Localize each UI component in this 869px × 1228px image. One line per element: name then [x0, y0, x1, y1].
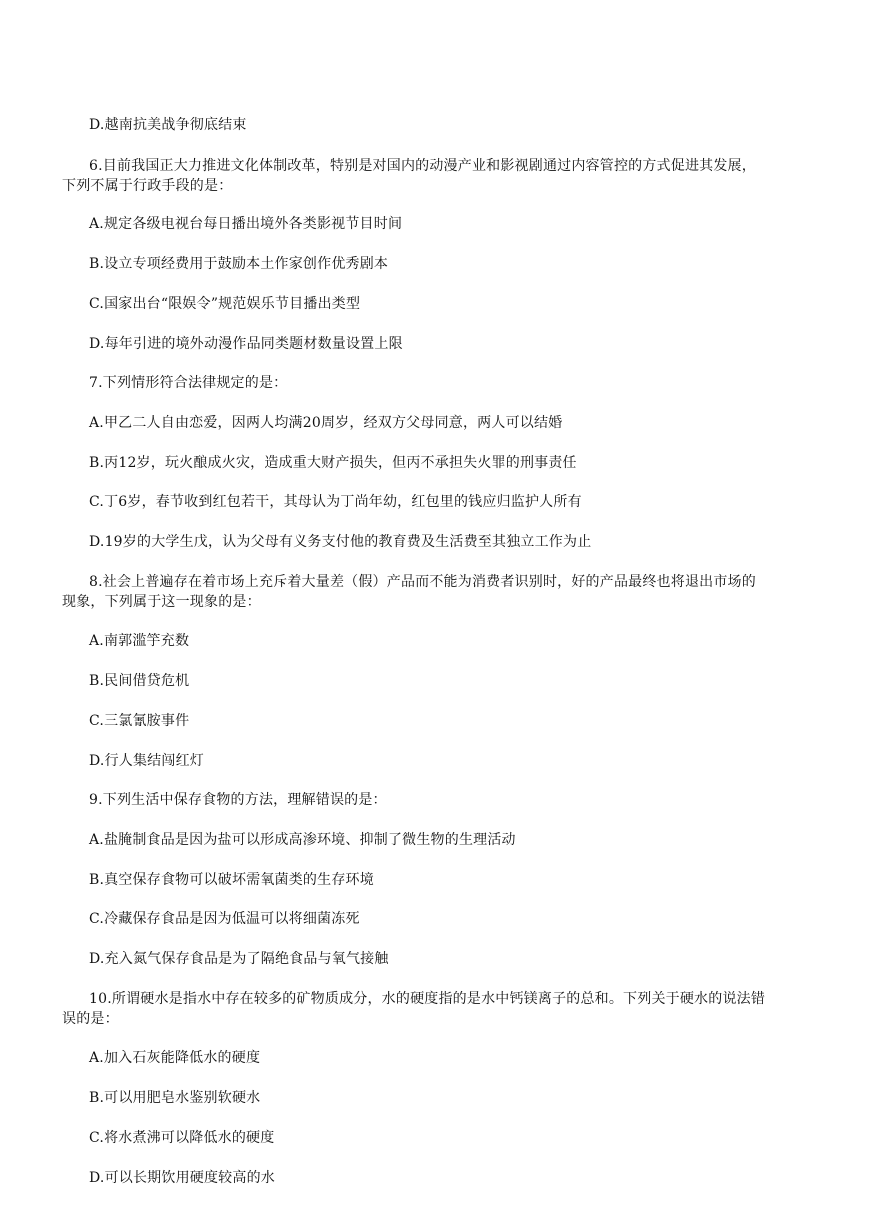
question-9-option-b: B.真空保存食物可以破坏需氧菌类的生存环境 [89, 872, 374, 888]
question-9-option-d: D.充入氮气保存食品是为了隔绝食品与氧气接触 [89, 951, 389, 967]
question-9-option-c: C.冷藏保存食品是因为低温可以将细菌冻死 [89, 911, 360, 927]
question-8-stem-continued: 现象，下列属于这一现象的是： [62, 594, 261, 610]
question-10-stem: 10.所谓硬水是指水中存在较多的矿物质成分，水的硬度指的是水中钙镁离子的总和。下列关于硬水的说法错 [89, 991, 766, 1007]
question-6-stem-continued: 下列不属于行政手段的是： [62, 178, 233, 194]
question-8-option-b: B.民间借贷危机 [89, 673, 190, 689]
question-7-option-a: A.甲乙二人自由恋爱，因两人均满20周岁，经双方父母同意，两人可以结婚 [89, 415, 563, 431]
question-9-stem: 9.下列生活中保存食物的方法，理解错误的是： [89, 792, 387, 808]
question-9-option-a: A.盐腌制食品是因为盐可以形成高渗环境、抑制了微生物的生理活动 [89, 832, 516, 848]
question-6-option-b: B.设立专项经费用于鼓励本土作家创作优秀剧本 [89, 256, 389, 272]
question-7-option-c: C.丁6岁，春节收到红包若干，其母认为丁尚年幼，红包里的钱应归监护人所有 [89, 494, 582, 510]
question-8-option-a: A.南郭滥竽充数 [89, 633, 190, 649]
question-10-option-a: A.加入石灰能降低水的硬度 [89, 1050, 261, 1066]
question-7-stem: 7.下列情形符合法律规定的是： [89, 375, 288, 391]
question-8-option-c: C.三氯氰胺事件 [89, 713, 190, 729]
question-5-option-d: D.越南抗美战争彻底结束 [89, 117, 247, 133]
question-10-option-d: D.可以长期饮用硬度较高的水 [89, 1170, 275, 1186]
question-6-stem: 6.目前我国正大力推进文化体制改革，特别是对国内的动漫产业和影视剧通过内容管控的方式促进其发展， [89, 158, 756, 174]
question-8-stem: 8.社会上普遍存在着市场上充斥着大量差（假）产品而不能为消费者识别时，好的产品最终也将退出市场的 [89, 574, 756, 590]
question-10-option-c: C.将水煮沸可以降低水的硬度 [89, 1130, 275, 1146]
question-10-stem-continued: 误的是： [62, 1011, 119, 1027]
question-6-option-d: D.每年引进的境外动漫作品同类题材数量设置上限 [89, 336, 403, 352]
question-8-option-d: D.行人集结闯红灯 [89, 753, 204, 769]
question-6-option-a: A.规定各级电视台每日播出境外各类影视节目时间 [89, 216, 403, 232]
question-7-option-b: B.丙12岁，玩火酿成火灾，造成重大财产损失，但丙不承担失火罪的刑事责任 [89, 455, 577, 471]
question-7-option-d: D.19岁的大学生戊，认为父母有义务支付他的教育费及生活费至其独立工作为止 [89, 534, 592, 550]
question-10-option-b: B.可以用肥皂水鉴别软硬水 [89, 1090, 261, 1106]
question-6-option-c: C.国家出台“限娱令”规范娱乐节目播出类型 [89, 296, 361, 312]
